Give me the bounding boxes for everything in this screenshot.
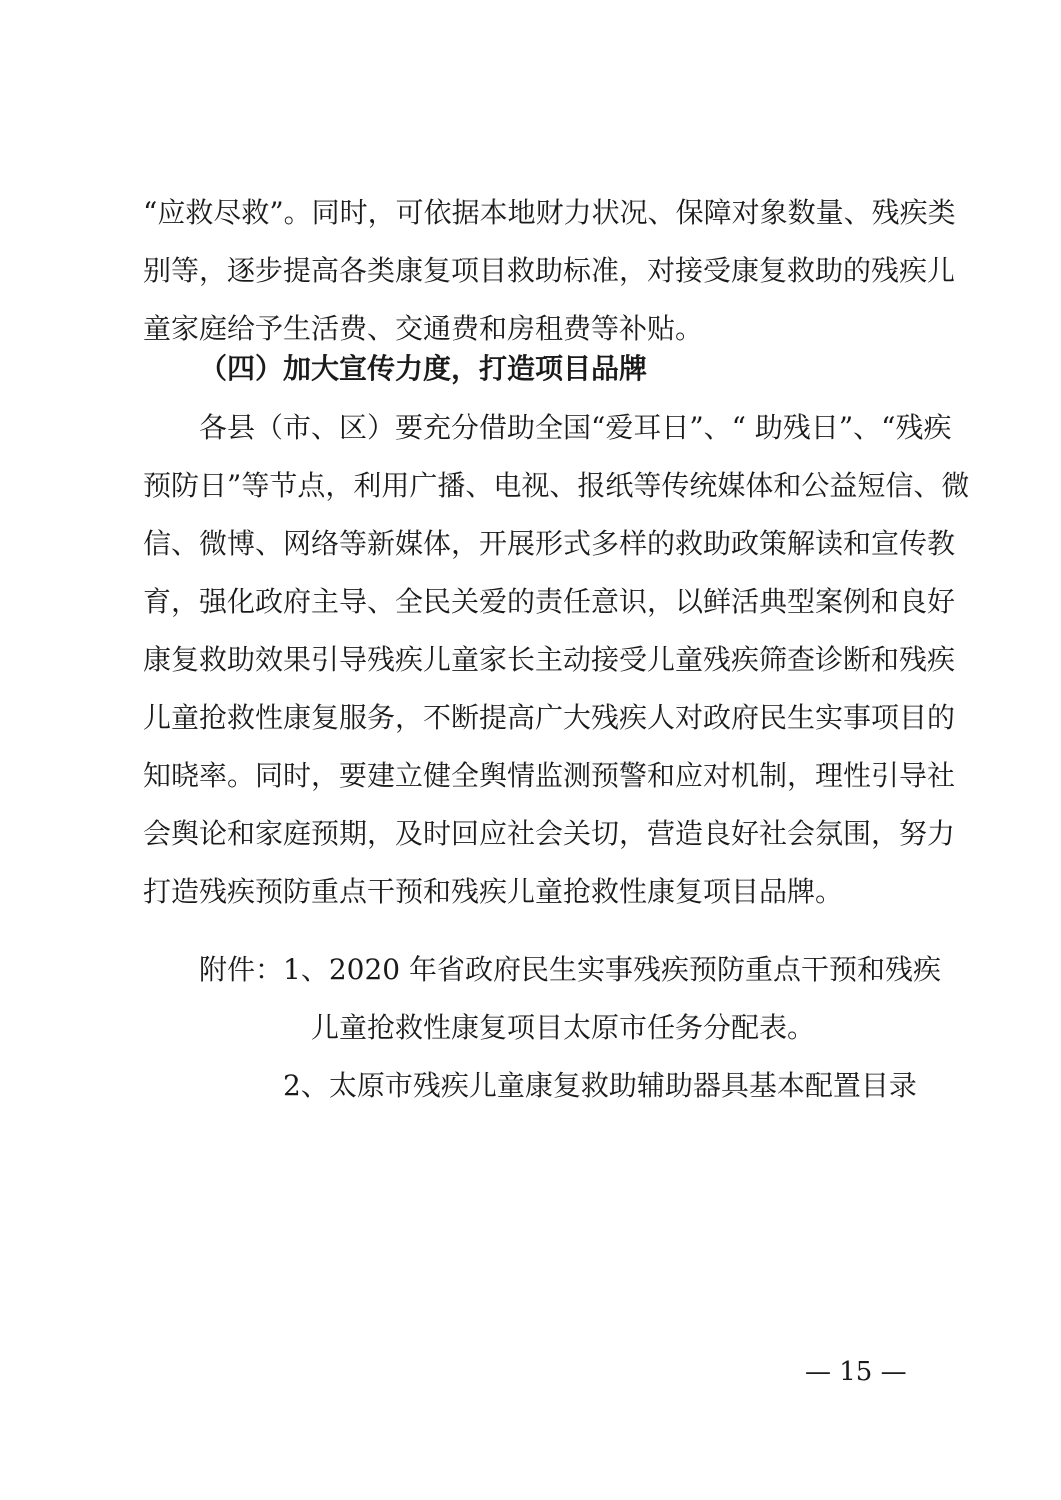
attachment-1-line-1: 1、2020 年省政府民生实事残疾预防重点干预和残疾	[283, 953, 941, 986]
paragraph-1-line-1: “应救尽救”。同时，可依据本地财力状况、保障对象数量、残疾类	[143, 196, 956, 229]
paragraph-2-line-2: 预防日”等节点，利用广播、电视、报纸等传统媒体和公益短信、微	[143, 469, 970, 502]
attachment-2: 2、太原市残疾儿童康复救助辅助器具基本配置目录	[283, 1069, 917, 1102]
paragraph-2-line-3: 信、微博、网络等新媒体，开展形式多样的救助政策解读和宣传教	[143, 527, 956, 560]
paragraph-1-line-2: 别等，逐步提高各类康复项目救助标准，对接受康复救助的残疾儿	[143, 254, 956, 287]
attachment-1-line-2: 儿童抢救性康复项目太原市任务分配表。	[311, 1011, 816, 1044]
paragraph-2-line-4: 育，强化政府主导、全民关爱的责任意识，以鲜活典型案例和良好	[143, 585, 956, 618]
paragraph-2-line-6: 儿童抢救性康复服务，不断提高广大残疾人对政府民生实事项目的	[143, 701, 956, 734]
paragraph-2-line-9: 打造残疾预防重点干预和残疾儿童抢救性康复项目品牌。	[143, 875, 844, 908]
paragraph-2-line-8: 会舆论和家庭预期，及时回应社会关切，营造良好社会氛围，努力	[143, 817, 956, 850]
paragraph-2-line-7: 知晓率。同时，要建立健全舆情监测预警和应对机制，理性引导社	[143, 759, 956, 792]
paragraph-1-line-3: 童家庭给予生活费、交通费和房租费等补贴。	[143, 312, 704, 345]
attachments-label: 附件：	[199, 953, 284, 986]
page-number: — 15 —	[805, 1357, 907, 1387]
paragraph-2-line-1: 各县（市、区）要充分借助全国“爱耳日”、“ 助残日”、“残疾	[199, 411, 952, 444]
section-heading: （四）加大宣传力度，打造项目品牌	[199, 352, 648, 385]
paragraph-2-line-5: 康复救助效果引导残疾儿童家长主动接受儿童残疾筛查诊断和残疾	[143, 643, 956, 676]
